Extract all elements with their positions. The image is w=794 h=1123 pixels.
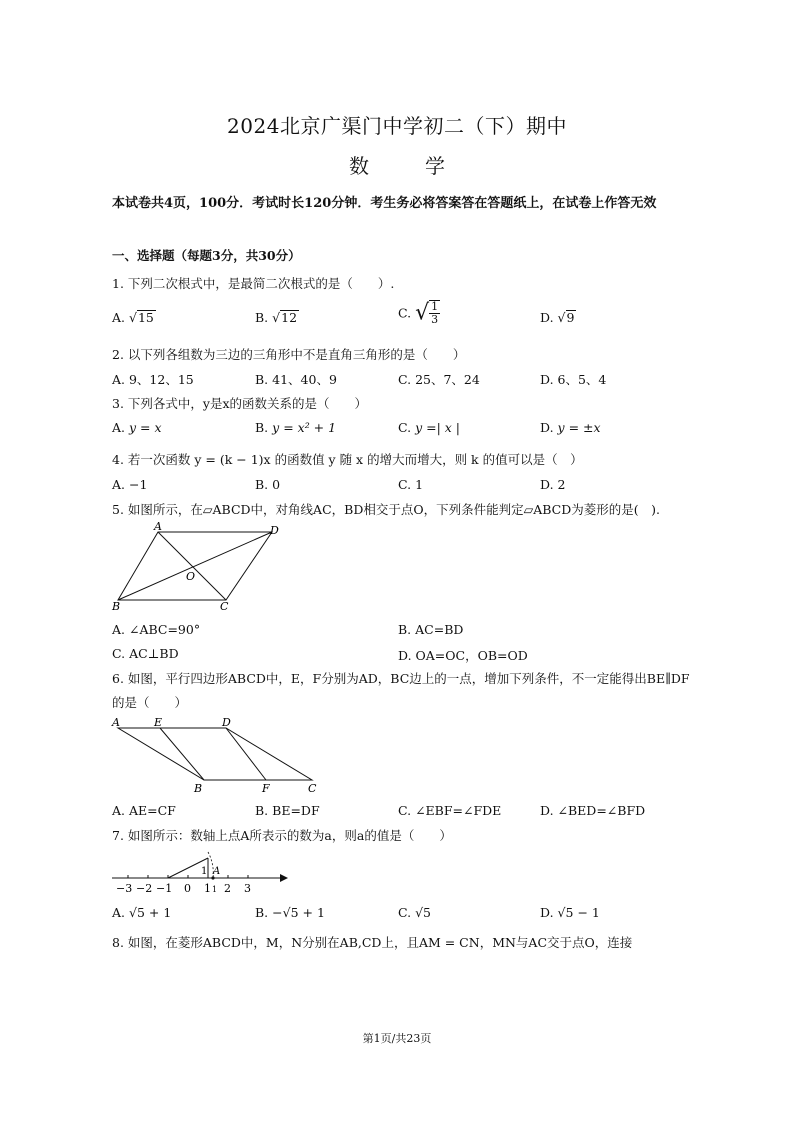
fig5-label-d: D <box>270 524 279 537</box>
q6-option-b: B. BE=DF <box>255 803 320 818</box>
q1-option-a: A. √15 <box>112 310 154 325</box>
fig7-tick-neg3: −3 <box>116 882 133 895</box>
question-5-stem: 5. 如图所示，在▱ABCD中，对角线AC，BD相交于点O，下列条件能判定▱ABCD为菱形的是( ). <box>112 502 660 517</box>
q2-option-a: A. 9、12、15 <box>112 372 194 387</box>
q1-option-c: C. √ $\frac{1}{3}$ <box>398 300 439 326</box>
q2-option-c: C. 25、7、24 <box>398 372 480 387</box>
fig6-label-f: F <box>262 782 270 795</box>
fig5-label-o: O <box>186 570 196 583</box>
q2-option-d: D. 6、5、4 <box>540 372 607 387</box>
section-heading: 一、选择题（每题3分，共30分） <box>112 248 301 263</box>
fig6-label-a: A <box>112 716 120 729</box>
question-4-stem: 4. 若一次函数 y = (k − 1)x 的函数值 y 随 x 的增大而增大，则 k 的值可以是（ ） <box>112 452 583 467</box>
q6-option-c: C. ∠EBF=∠FDE <box>398 803 502 818</box>
fig7-tick-1-alt: 1 <box>212 885 218 894</box>
q7-option-a: A. √5 + 1 <box>112 905 172 920</box>
fig6-label-c: C <box>308 782 317 795</box>
q7-number-line-figure <box>108 848 293 896</box>
q7-option-c: C. √5 <box>398 905 431 920</box>
q4-option-c: C. 1 <box>398 477 424 492</box>
question-6-stem: 6. 如图，平行四边形ABCD中，E，F分别为AD，BC边上的一点，增加下列条件，不一定能得出BE∥DF <box>112 671 690 686</box>
q4-option-b: B. 0 <box>255 477 281 492</box>
fig7-label-a: A <box>213 866 221 877</box>
question-6-stem-cont: 的是（ ） <box>112 695 188 710</box>
q7-option-d: D. √5 − 1 <box>540 905 600 920</box>
question-3-stem: 3. 下列各式中，y是x的函数关系的是（ ） <box>112 396 368 411</box>
q5-option-c: C. AC⊥BD <box>112 646 179 661</box>
q5-option-b: B. AC=BD <box>398 622 464 637</box>
fig6-label-b: B <box>194 782 203 795</box>
q3-option-b: B. y = x² + 1 <box>255 420 337 435</box>
q4-option-a: A. −1 <box>112 477 148 492</box>
fig6-label-d: D <box>222 716 231 729</box>
fig7-label-height: 1 <box>201 866 208 877</box>
fig7-tick-0: 0 <box>184 882 191 895</box>
subject-heading: 数 学 <box>349 154 445 178</box>
fig7-tick-2: 2 <box>224 882 231 895</box>
question-7-stem: 7. 如图所示：数轴上点A所表示的数为a，则a的值是（ ） <box>112 828 452 843</box>
q5-parallelogram-figure <box>110 520 290 615</box>
fig7-tick-neg1: −1 <box>156 882 173 895</box>
q1-option-b: B. √12 <box>255 310 298 325</box>
q1-option-d: D. √9 <box>540 310 575 325</box>
q4-option-d: D. 2 <box>540 477 566 492</box>
page-title: 2024北京广渠门中学初二（下）期中 <box>227 114 567 138</box>
q3-option-c: C. y =| x | <box>398 420 461 435</box>
q6-option-a: A. AE=CF <box>112 803 176 818</box>
q7-option-b: B. −√5 + 1 <box>255 905 325 920</box>
q3-option-d: D. y = ±x <box>540 420 601 435</box>
q3-option-a: A. y = x <box>112 420 162 435</box>
q5-option-a: A. ∠ABC=90° <box>112 622 201 637</box>
q6-option-d: D. ∠BED=∠BFD <box>540 803 646 818</box>
page-footer: 第1页/共23页 <box>362 1032 432 1045</box>
fig5-label-c: C <box>220 600 229 613</box>
q6-parallelogram-figure <box>108 712 328 797</box>
fig7-tick-neg2: −2 <box>136 882 153 895</box>
question-8-stem: 8. 如图，在菱形ABCD中，M，N分别在AB,CD上，且AM = CN，MN与AC交于点O，连接 <box>112 935 633 950</box>
q2-option-b: B. 41、40、9 <box>255 372 337 387</box>
fig5-label-a: A <box>154 520 162 533</box>
question-1-stem: 1. 下列二次根式中，是最简二次根式的是（ ）. <box>112 276 395 291</box>
question-2-stem: 2. 以下列各组数为三边的三角形中不是直角三角形的是（ ） <box>112 347 466 362</box>
fig7-tick-3: 3 <box>244 882 251 895</box>
fig7-tick-1: 1 <box>204 882 211 895</box>
fig5-label-b: B <box>112 600 121 613</box>
exam-instructions: 本试卷共4页，100分．考试时长120分钟．考生务必将答案答在答题纸上，在试卷上作答无效 <box>112 196 657 211</box>
q5-option-d: D. OA=OC，OB=OD <box>398 648 528 663</box>
fig6-label-e: E <box>154 716 163 729</box>
